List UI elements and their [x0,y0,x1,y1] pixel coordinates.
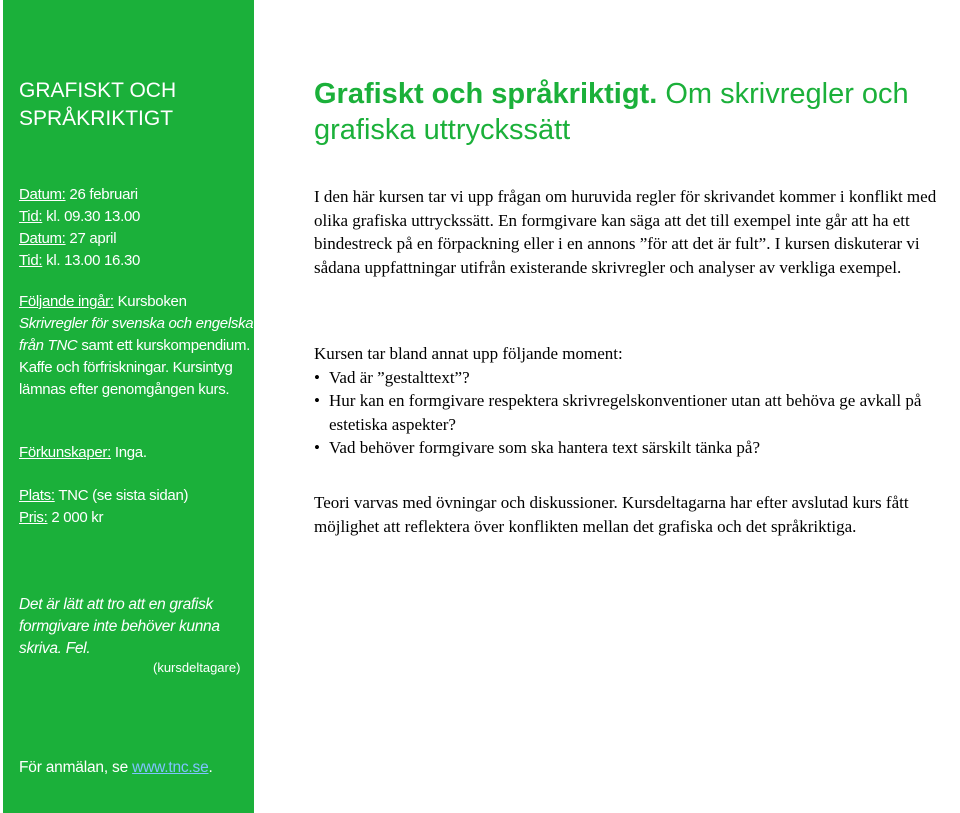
list-item: • Hur kan en formgivare respektera skrivregelskonventioner utan att behöva ge avkall på estetiska aspekter? [314,389,960,436]
date-label: Datum: [19,186,66,203]
place-value: TNC (se sista sidan) [54,487,189,504]
includes-text-rest: samt ett kurskompendium. Kaffe och förfriskningar. Kursintyg lämnas efter genomgången kurs. [19,337,251,398]
includes-text: Kursboken [113,293,187,310]
sidebar-title-line2: SPRÅKRIKTIGT [19,107,174,130]
time-row-1 [19,206,254,228]
place-row [19,485,254,507]
sidebar [3,0,254,813]
place-price [19,485,254,529]
time-label: Tid: [19,208,43,225]
intro-paragraph [314,185,960,279]
date-label: Datum: [19,230,66,247]
closing-text: Teori varvas med övningar och diskussioner. Kursdeltagarna har efter avslutad kurs fått möjlighet att reflektera över konflikten mellan det grafiska och det språkriktiga. [314,493,909,536]
date-row-1 [19,184,254,206]
intro-text: I den här kursen tar vi upp frågan om huruvida regler för skrivandet kommer i konflikt med olika grafiska uttryckssätt. En formgivare kan säga att det till exempel inte går att ha ett bindestreck på en förpackning eller i en annons ”för att det är fult”. I kursen diskuterar vi sådana uppfattningar utifrån existerande skrivregler och analyser av verkliga exempel. [314,187,937,277]
price-label: Pris: [19,509,48,526]
place-label: Plats: [19,487,55,504]
date-value: 27 april [65,230,117,247]
time-value: kl. 13.00 16.30 [42,252,141,269]
quote-attribution: (kursdeltagare) [153,660,241,675]
time-label: Tid: [19,252,43,269]
prereq-value: Inga. [110,444,147,461]
includes-book-title: Skrivregler för svenska och engelska från TNC [19,315,254,354]
page-title [314,76,960,148]
list-item: • Vad är ”gestalttext”? [314,366,960,390]
moments-list [314,366,960,460]
signup-info [19,757,254,779]
date-value: 26 februari [65,186,138,203]
website-link[interactable]: www.tnc.se [132,759,209,776]
moments-section [314,342,960,460]
prerequisites [19,442,254,464]
closing-paragraph [314,491,960,538]
includes-label: Följande ingår: [19,293,114,310]
list-item: • Vad behöver formgivare som ska hantera text särskilt tänka på? [314,436,960,460]
prereq-label: Förkunskaper: [19,444,111,461]
course-dates [19,184,254,272]
signup-text: För anmälan, se [19,759,133,776]
price-row [19,507,254,529]
moments-intro: Kursen tar bland annat upp följande moment: [314,344,623,363]
time-row-2 [19,250,254,272]
participant-quote: Det är lätt att tro att en grafisk formgivare inte behöver kunna skriva. Fel. [19,596,220,657]
includes-info [19,291,254,401]
sidebar-title [19,77,249,133]
signup-end: . [208,759,213,776]
page-title-rest: Om skrivregler och grafiska uttryckssätt [314,78,909,146]
page-title-bold: Grafiskt och språkriktigt. [314,78,658,110]
price-value: 2 000 kr [47,509,104,526]
date-row-2 [19,228,254,250]
sidebar-title-line1: GRAFISKT OCH [19,79,177,102]
time-value: kl. 09.30 13.00 [42,208,141,225]
